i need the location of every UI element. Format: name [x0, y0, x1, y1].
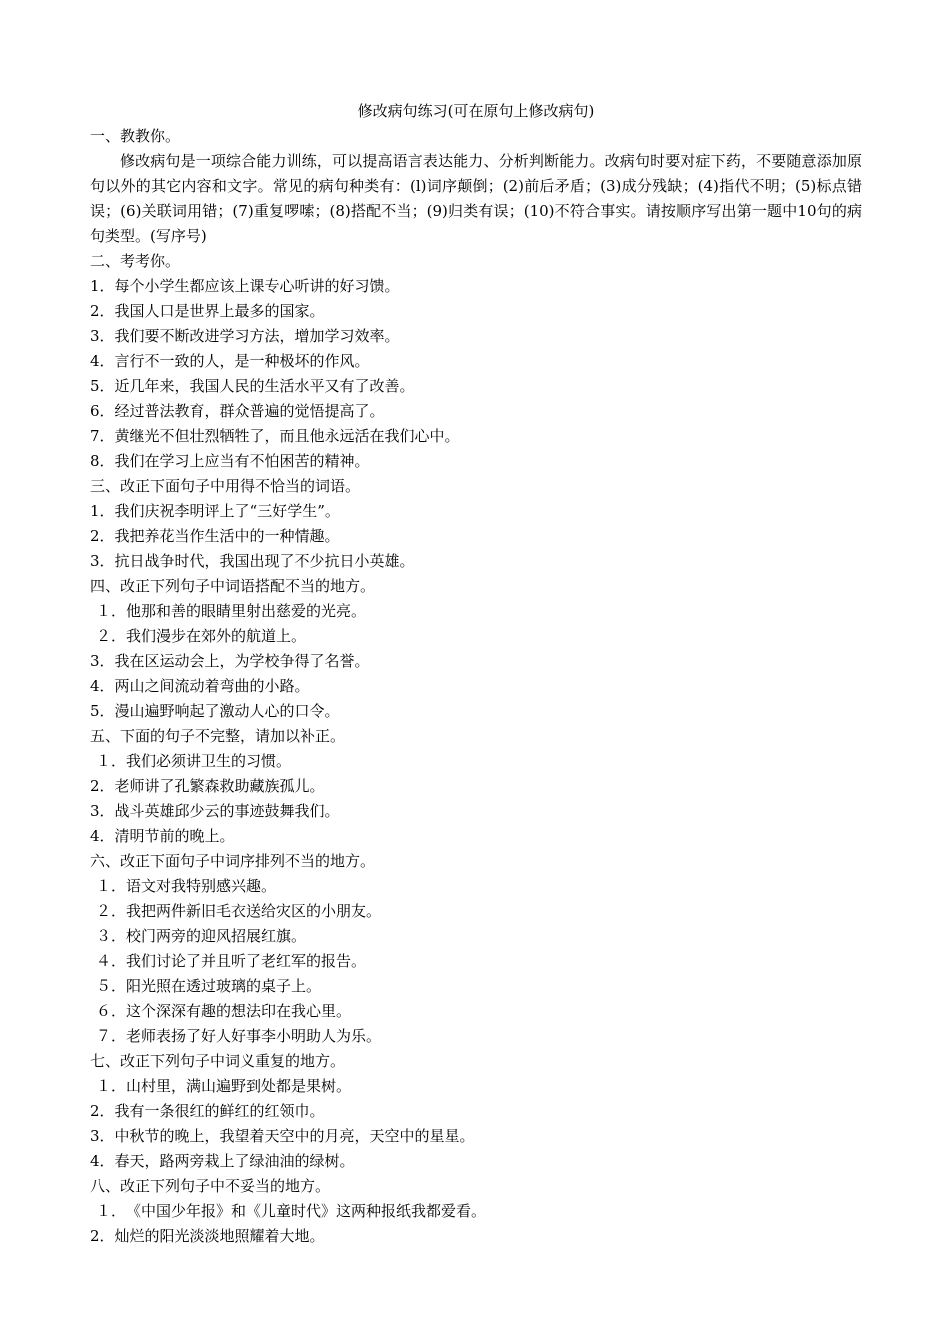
page-title: 修改病句练习(可在原句上修改病句) [357, 102, 595, 120]
exercise-item [90, 274, 862, 299]
section-heading: 二、考考你。 [90, 252, 181, 270]
item-number: １． [96, 602, 127, 620]
exercise-item [90, 674, 862, 699]
item-text: 清明节前的晚上。 [114, 827, 235, 845]
item-text: 灿烂的阳光淡淡地照耀着大地。 [114, 1227, 325, 1245]
item-number: 8． [90, 452, 115, 470]
section-heading: 八、改正下列句子中不妥当的地方。 [90, 1177, 331, 1195]
item-text: 阳光照在透过玻璃的桌子上。 [126, 977, 322, 995]
item-number: 3． [90, 652, 115, 670]
item-number: ２． [96, 902, 127, 920]
item-text: 我们庆祝李明评上了“三好学生”。 [114, 502, 340, 520]
exercise-item [90, 699, 862, 724]
section-heading: 三、改正下面句子中用得不恰当的词语。 [90, 477, 361, 495]
item-number: 1． [90, 502, 115, 520]
exercise-item [90, 874, 862, 899]
exercise-item [90, 449, 862, 474]
item-number: １． [96, 1077, 127, 1095]
item-text: 我把养花当作生活中的一种情趣。 [114, 527, 340, 545]
exercise-item [90, 349, 862, 374]
item-number: 4． [90, 352, 115, 370]
exercise-item [90, 1199, 862, 1224]
section-heading: 五、下面的句子不完整，请加以补正。 [90, 727, 346, 745]
item-number: 6． [90, 402, 115, 420]
item-number: １． [96, 877, 127, 895]
item-number: ３． [96, 927, 127, 945]
item-text: 我们漫步在郊外的航道上。 [126, 627, 307, 645]
item-text: 我们必须讲卫生的习惯。 [126, 752, 292, 770]
item-text: 春天，路两旁栽上了绿油油的绿树。 [114, 1152, 355, 1170]
section-heading: 一、教教你。 [90, 127, 181, 145]
item-text: 我们要不断改进学习方法，增加学习效率。 [114, 327, 400, 345]
item-number: 5． [90, 377, 115, 395]
item-number: 3． [90, 802, 115, 820]
item-text: 校门两旁的迎风招展红旗。 [126, 927, 307, 945]
item-text: 抗日战争时代，我国出现了不少抗日小英雄。 [114, 552, 415, 570]
item-number: 4． [90, 677, 115, 695]
exercise-item [90, 499, 862, 524]
section-heading: 七、改正下列句子中词义重复的地方。 [90, 1052, 346, 1070]
item-number: 2． [90, 1102, 115, 1120]
item-number: ６． [96, 1002, 127, 1020]
item-number: ７． [96, 1027, 127, 1045]
item-number: 3． [90, 1127, 115, 1145]
item-text: 山村里，满山遍野到处都是果树。 [126, 1077, 352, 1095]
intro-paragraph: 修改病句是一项综合能力训练，可以提高语言表达能力、分析判断能力。改病句时要对症下药，不要随意添加原句以外的其它内容和文字。常见的病句种类有：(l)词序颠倒；(2)前后矛盾；(3)成分残缺；(4)指代不明；(5)标点错误；(6)关联词用错；(7)重复啰嗦；(8)搭配不当；(9)归类有误；(10)不符合事实。请按顺序写出第一题中10句的病句类型。(写序号) [90, 152, 862, 245]
item-text: 我们讨论了并且听了老红军的报告。 [126, 952, 367, 970]
exercise-item [90, 624, 862, 649]
exercise-item [90, 649, 862, 674]
exercise-item [90, 1099, 862, 1124]
item-number: 2． [90, 1227, 115, 1245]
item-text: 战斗英雄邱少云的事迹鼓舞我们。 [114, 802, 340, 820]
exercise-item [90, 549, 862, 574]
item-number: 3． [90, 327, 115, 345]
exercise-item [90, 1224, 862, 1249]
item-number: 4． [90, 1152, 115, 1170]
exercise-item [90, 824, 862, 849]
item-text: 我国人口是世界上最多的国家。 [114, 302, 325, 320]
item-text: 《中国少年报》和《儿童时代》这两种报纸我都爱看。 [126, 1202, 487, 1220]
section-heading: 四、改正下列句子中词语搭配不当的地方。 [90, 577, 376, 595]
exercise-item [90, 749, 862, 774]
exercise-item [90, 899, 862, 924]
exercise-item [90, 399, 862, 424]
item-text: 每个小学生都应该上课专心听讲的好习馈。 [114, 277, 400, 295]
exercise-item [90, 324, 862, 349]
item-text: 黄继光不但壮烈牺牲了，而且他永远活在我们心中。 [114, 427, 460, 445]
item-number: 2． [90, 527, 115, 545]
exercise-item [90, 1149, 862, 1174]
exercise-item [90, 1124, 862, 1149]
document-page [90, 99, 862, 1249]
item-text: 近几年来，我国人民的生活水平又有了改善。 [114, 377, 415, 395]
item-text: 两山之间流动着弯曲的小路。 [114, 677, 310, 695]
exercise-item [90, 999, 862, 1024]
item-number: ５． [96, 977, 127, 995]
item-number: 2． [90, 777, 115, 795]
item-number: 7． [90, 427, 115, 445]
item-text: 我们在学习上应当有不怕困苦的精神。 [114, 452, 370, 470]
exercise-item [90, 424, 862, 449]
item-text: 老师表扬了好人好事李小明助人为乐。 [126, 1027, 382, 1045]
item-number: 5． [90, 702, 115, 720]
item-text: 中秋节的晚上，我望着天空中的月亮，天空中的星星。 [114, 1127, 475, 1145]
exercise-item [90, 524, 862, 549]
item-text: 语文对我特别感兴趣。 [126, 877, 277, 895]
exercise-item [90, 1074, 862, 1099]
item-number: １． [96, 752, 127, 770]
item-text: 我有一条很红的鲜红的红领巾。 [114, 1102, 325, 1120]
exercise-item [90, 599, 862, 624]
item-number: 4． [90, 827, 115, 845]
exercise-item [90, 799, 862, 824]
item-text: 这个深深有趣的想法印在我心里。 [126, 1002, 352, 1020]
exercise-item [90, 299, 862, 324]
exercise-item [90, 974, 862, 999]
item-text: 我把两件新旧毛衣送给灾区的小朋友。 [126, 902, 382, 920]
item-text: 老师讲了孔繁森救助藏族孤儿。 [114, 777, 325, 795]
item-number: 1． [90, 277, 115, 295]
document-body [90, 124, 862, 1249]
exercise-item [90, 774, 862, 799]
item-number: 2． [90, 302, 115, 320]
section-heading: 六、改正下面句子中词序排列不当的地方。 [90, 852, 376, 870]
exercise-item [90, 1024, 862, 1049]
item-text: 他那和善的眼睛里射出慈爱的光亮。 [126, 602, 367, 620]
item-text: 我在区运动会上，为学校争得了名誉。 [114, 652, 370, 670]
item-text: 经过普法教育，群众普遍的觉悟提高了。 [114, 402, 385, 420]
item-text: 漫山遍野响起了激动人心的口令。 [114, 702, 340, 720]
item-number: １． [96, 1202, 127, 1220]
exercise-item [90, 374, 862, 399]
item-number: ４． [96, 952, 127, 970]
item-text: 言行不一致的人，是一种极坏的作风。 [114, 352, 370, 370]
item-number: ２． [96, 627, 127, 645]
item-number: 3． [90, 552, 115, 570]
exercise-item [90, 949, 862, 974]
exercise-item [90, 924, 862, 949]
